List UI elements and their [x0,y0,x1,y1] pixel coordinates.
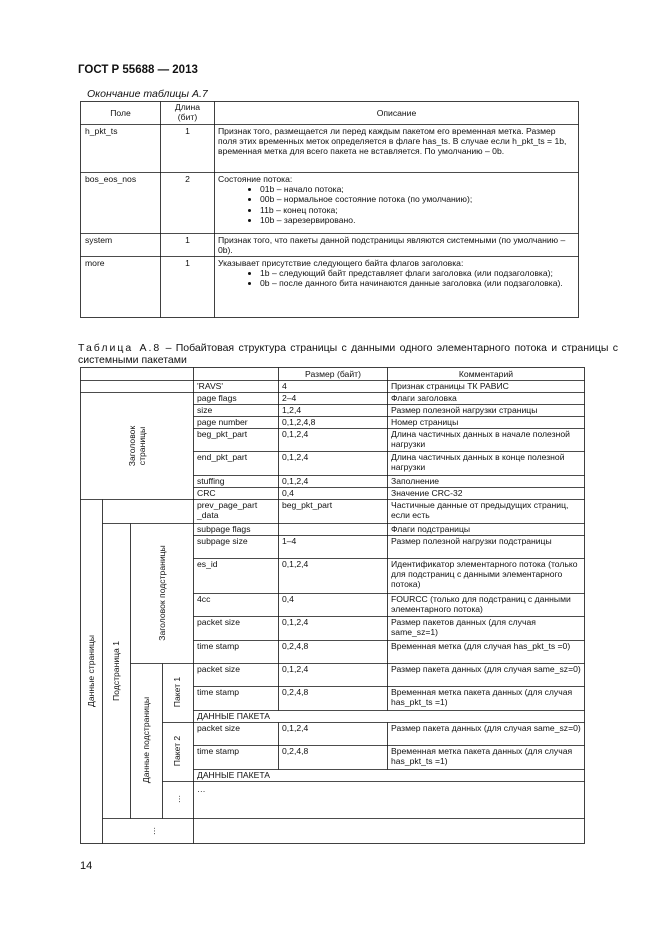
row-comment-cell: Временная метка пакета данных (для случая has_pkt_ts =1) [391,687,573,708]
group-label-subpage-1: Подстраница 1 [111,641,121,701]
row-size-cell: 0,4 [282,594,294,604]
table-a8-caption [78,342,618,366]
table-a7-length-cell: 2 [185,174,190,184]
table-a7-field-cell: bos_eos_nos [85,174,137,184]
group-label-ellipsis: … [147,826,157,836]
table-a7-header-description: Описание [376,108,417,118]
row-size-cell: 0,1,2,4,8 [282,417,316,427]
row-comment-cell: Размер полезной нагрузки страницы [391,405,538,415]
row-comment-cell: Номер страницы [391,417,459,427]
row-name-cell: CRC [197,488,216,498]
row-name-cell: end_pkt_part [197,452,248,462]
row-size-cell: 0,4 [282,488,294,498]
group-label-subpage-data: Данные подстраницы [141,696,151,784]
group-label-subpage-header: Заголовок подстраницы [157,545,167,641]
page-number: 14 [80,860,93,872]
list-item: • 11b – конец потока; [260,205,576,215]
row-name-cell: subpage flags [197,524,251,534]
table-a7-header-length: Длина (бит) [174,102,201,123]
table-a8-header-size: Размер (байт) [305,369,361,379]
packet-data-label: ДАННЫЕ ПАКЕТА [197,711,271,721]
row-size-cell: 0,1,2,4 [282,452,309,462]
table-a7-length-cell: 1 [185,126,190,136]
table-a7-header-field: Поле [110,108,131,118]
row-comment-cell: Временная метка пакета данных (для случая has_pkt_ts =1) [391,746,573,767]
row-name-cell: 4cc [197,594,211,604]
row-comment-cell: Длина частичных данных в конце полезной нагрузки [391,452,565,473]
row-comment-cell: Признак страницы ТК РАВИС [391,381,509,391]
row-comment-cell: Размер полезной нагрузки подстраницы [391,536,552,546]
row-name-cell: page number [197,417,248,427]
packet-data-label: ДАННЫЕ ПАКЕТА [197,770,271,780]
row-size-cell: beg_pkt_part [282,500,333,510]
row-comment-cell: Значение CRC-32 [391,488,463,498]
row-size-cell: 0,1,2,4 [282,559,309,569]
row-name-cell: time stamp [197,746,240,756]
row-comment-cell: Размер пакетов данных (для случая same_sz=1) [391,617,536,638]
row-size-cell: 0,2,4,8 [282,641,309,651]
table-a7-field-cell: h_pkt_ts [85,126,118,136]
list-item: • 1b – следующий байт представляет флаги заголовка (или подзаголовка); [260,268,576,278]
list-item: • 01b – начало потока; [260,184,576,194]
row-size-cell: 0,1,2,4 [282,617,309,627]
table-a7-description-cell: Признак того, размещается ли перед каждым пакетом его временная метка. Размер поля этих временных меток определяется в флаге has_ts. В случае если h_pkt_ts = 1b, временная метка для всего пакета не вставляется. По умолчанию – 0b. [218,126,567,157]
row-comment-cell: Заполнение [391,476,440,486]
table-a7-length-cell: 1 [185,235,190,245]
table-a7-description-cell [218,258,576,289]
row-name-cell: time stamp [197,687,240,697]
row-comment-cell: Частичные данные от предыдущих страниц, если есть [391,500,569,521]
row-comment-cell: Размер пакета данных (для случая same_sz=0) [391,723,581,733]
row-name-cell: es_id [197,559,218,569]
row-name-cell: beg_pkt_part [197,429,248,439]
row-size-cell: 0,2,4,8 [282,687,309,697]
row-comment-cell: Флаги подстраницы [391,524,471,534]
row-size-cell: 1,2,4 [282,405,302,415]
table-a7-description-cell [218,174,576,225]
row-size-cell: 0,2,4,8 [282,746,309,756]
row-comment-cell: Временная метка (для случая has_pkt_ts =0) [391,641,571,651]
row-size-cell: 4 [282,381,287,391]
row-name-cell: time stamp [197,641,240,651]
row-size-cell: 0,1,2,4 [282,429,309,439]
group-label-page-data: Данные страницы [86,635,96,707]
group-label-packet-2: Пакет 2 [172,735,182,767]
row-name-cell: size [197,405,213,415]
row-name-cell: packet size [197,723,240,733]
row-comment-cell: Длина частичных данных в начале полезной нагрузки [391,429,570,450]
group-label-ellipsis: … [172,794,182,804]
group-label-packet-1: Пакет 1 [172,676,182,708]
table-a8-header-comment: Комментарий [458,369,514,379]
document-header: ГОСТ Р 55688 — 2013 [78,64,198,76]
row-name-cell: page flags [197,393,237,403]
bullet-list [218,268,576,288]
table-a7-length-cell: 1 [185,258,190,268]
ellipsis-cell: … [197,784,206,794]
row-comment-cell: Флаги заголовка [391,393,457,403]
list-item: • 00b – нормальное состояние потока (по умолчанию); [260,194,576,204]
bullet-list [218,184,576,225]
row-name-cell: packet size [197,617,240,627]
table-a7-caption: Окончание таблицы А.7 [87,88,208,100]
row-size-cell: 2–4 [282,393,297,403]
table-a7-field-cell: more [85,258,105,268]
row-size-cell: 0,1,2,4 [282,723,309,733]
row-name-cell: 'RAVS' [197,381,224,391]
row-size-cell: 1–4 [282,536,297,546]
row-name-cell: stuffing [197,476,225,486]
row-comment-cell: Идентификатор элементарного потока (только для подстраниц с данными элементарного потока) [391,559,578,590]
list-item: • 10b – зарезервировано. [260,215,576,225]
table-a7-description-cell: Признак того, что пакеты данной подстраницы являются системными (по умолчанию – 0b). [218,235,566,256]
row-size-cell: 0,1,2,4 [282,664,309,674]
row-comment-cell: FOURCC (только для подстраниц с данными элементарного потока) [391,594,571,615]
group-label-page-header: Заголовок страницы [127,425,147,467]
caption-label: Таблица А.8 [78,342,162,354]
caption-text: – Побайтовая структура страницы с данными одного элементарного потока и страницы с системными пакетами [78,342,618,366]
description-text: Указывает присутствие следующего байта флагов заголовка: [218,258,464,268]
description-text: Состояние потока: [218,174,293,184]
list-item: • 0b – после данного бита начинаются данные заголовка (или подзаголовка). [260,278,576,288]
row-comment-cell: Размер пакета данных (для случая same_sz=0) [391,664,581,674]
table-a7-field-cell: system [85,235,113,245]
row-size-cell: 0,1,2,4 [282,476,309,486]
row-name-cell: prev_page_part _data [197,500,258,521]
row-name-cell: packet size [197,664,240,674]
row-name-cell: subpage size [197,536,248,546]
